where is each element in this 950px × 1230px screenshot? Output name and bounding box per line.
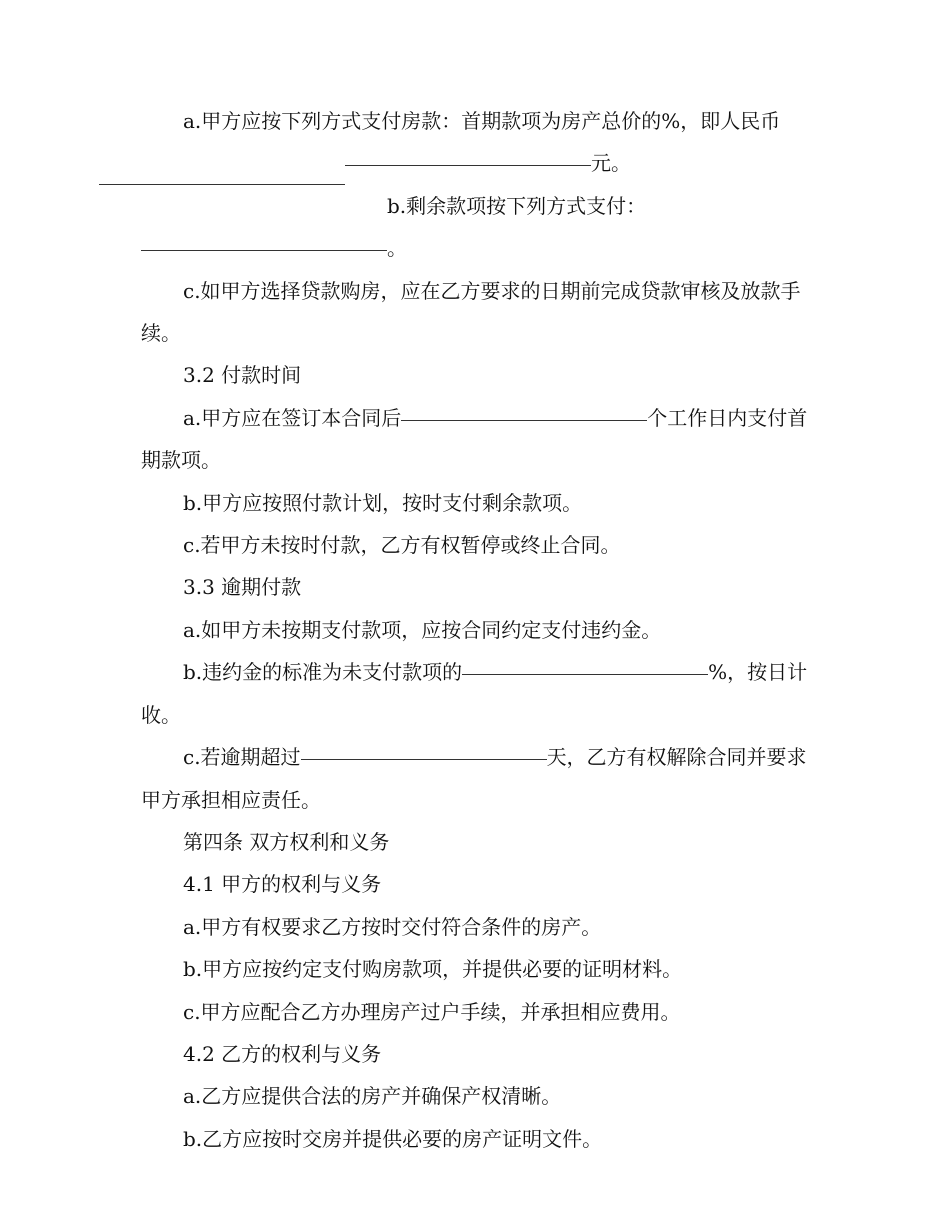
- blank-remaining-payment-method[interactable]: [141, 249, 387, 251]
- text-penalty-rate-outro: %，按日计收。: [141, 660, 808, 727]
- blank-down-payment-amount[interactable]: [345, 164, 591, 166]
- paragraph-payment-plan: b.甲方应按照付款计划，按时支付剩余款项。: [183, 490, 583, 515]
- paragraph-down-payment: [141, 100, 811, 185]
- text-first-payment-outro: 个工作日内支付首期款项。: [141, 405, 808, 473]
- heading-3-2: 3.2 付款时间: [183, 363, 302, 388]
- paragraph-penalty: a.如甲方未按期支付款项，应按合同约定支付违约金。: [183, 617, 662, 642]
- paragraph-party-a-right: a.甲方有权要求乙方按时交付符合条件的房产。: [183, 914, 602, 939]
- paragraph-party-a-payment: b.甲方应按约定支付购房款项，并提供必要的证明材料。: [183, 957, 683, 982]
- paragraph-remaining-payment: [141, 185, 811, 270]
- paragraph-first-payment-time: [141, 397, 811, 482]
- heading-3-3: 3.3 逾期付款: [183, 575, 302, 600]
- heading-4-1: 4.1 甲方的权利与义务: [183, 872, 382, 897]
- text-down-payment-intro: a.甲方应按下列方式支付房款：首期款项为房产总价的: [183, 109, 662, 133]
- paragraph-penalty-rate: [141, 651, 811, 736]
- paragraph-late-right: c.若甲方未按时付款，乙方有权暂停或终止合同。: [183, 533, 621, 558]
- heading-article-4: 第四条 双方权利和义务: [183, 829, 390, 854]
- contract-body: [141, 100, 811, 1160]
- paragraph-overdue-days: [141, 736, 811, 821]
- paragraph-loan: c.如甲方选择贷款购房，应在乙方要求的日期前完成贷款审核及放款手续。: [141, 278, 801, 346]
- text-overdue-outro: 天，乙方有权解除合同并要求甲方承担相应责任。: [141, 745, 807, 812]
- text-first-payment-intro: a.甲方应在签订本合同后: [183, 405, 402, 430]
- blank-working-days[interactable]: [401, 419, 647, 421]
- paragraph-party-b-property: a.乙方应提供合法的房产并确保产权清晰。: [183, 1084, 562, 1109]
- paragraph-party-a-transfer: c.甲方应配合乙方办理房产过户手续，并承担相应费用。: [183, 999, 681, 1024]
- blank-penalty-percent[interactable]: [462, 673, 708, 675]
- text-penalty-rate-intro: b.违约金的标准为未支付款项的: [183, 660, 463, 685]
- blank-overdue-days[interactable]: [301, 758, 547, 760]
- paragraph-party-b-handover: b.乙方应按时交房并提供必要的房产证明文件。: [183, 1126, 603, 1151]
- text-period: 。: [387, 236, 407, 261]
- text-yuan: 元。: [591, 151, 631, 176]
- blank-down-payment-percent[interactable]: [99, 166, 345, 185]
- text-overdue-intro: c.若逾期超过: [183, 745, 301, 770]
- text-percent-rmb: %，即人民币: [661, 109, 781, 133]
- heading-4-2: 4.2 乙方的权利与义务: [183, 1041, 382, 1066]
- text-remaining-payment: b.剩余款项按下列方式支付：: [387, 193, 647, 218]
